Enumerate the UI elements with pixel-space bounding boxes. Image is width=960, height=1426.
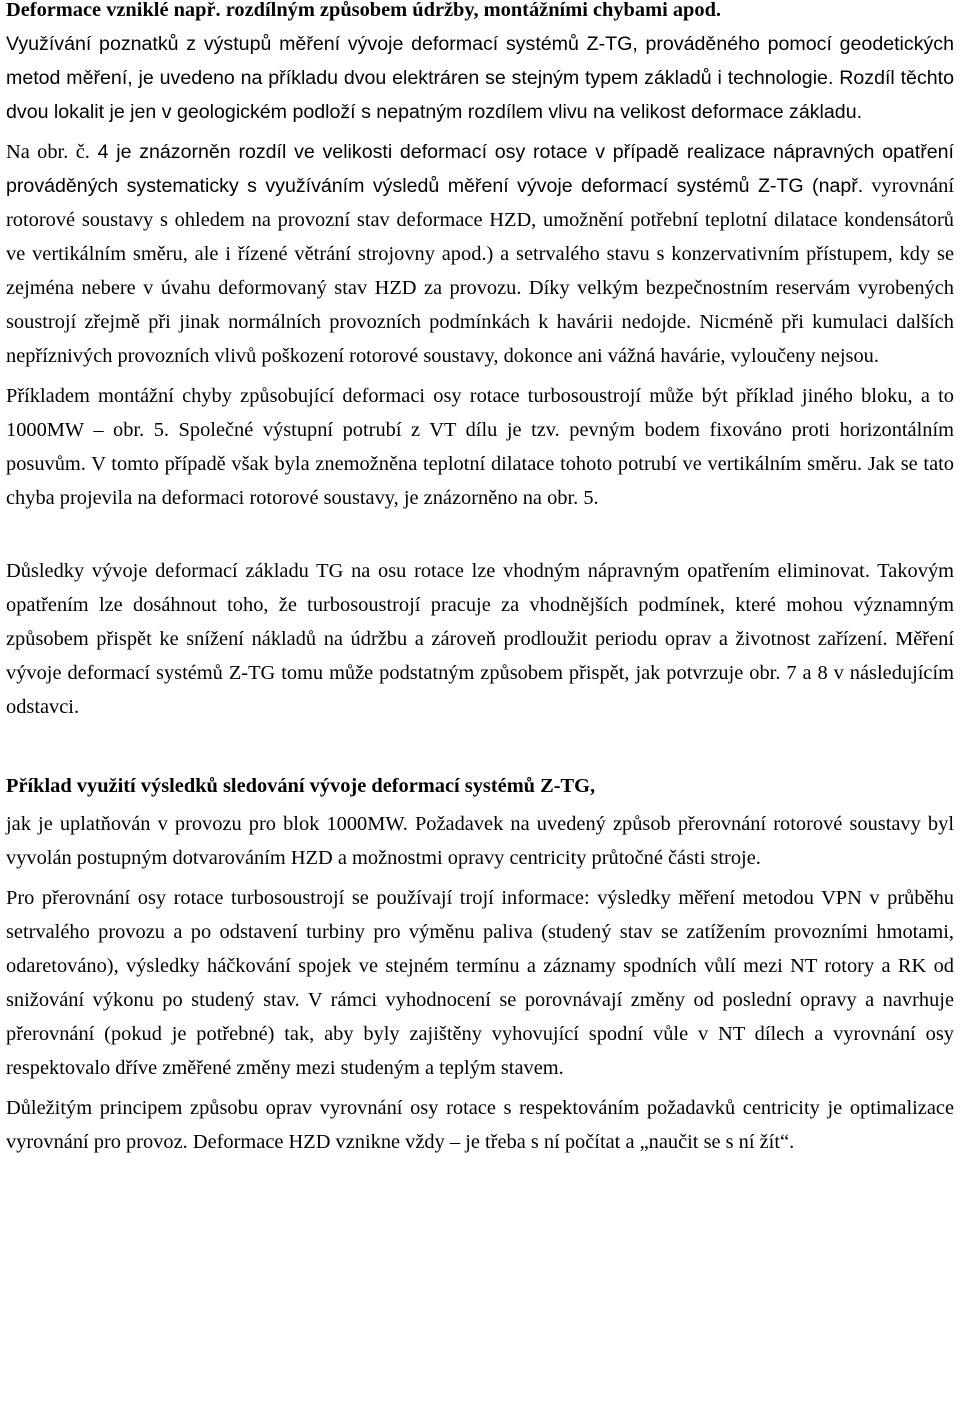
paragraph-application: jak je uplatňován v provozu pro blok 1000MW. Požadavek na uvedený způsob přerovnání rotorové soustavy byl vyvolán postupným dotvarováním HZD a možnostmi opravy centricity průtočné části stroje. [6, 813, 954, 869]
paragraph-text-sans: Využívání poznatků z výstupů měření vývoje deformací systémů Z-TG, prováděného pomocí geodetických metod měření, je uvedeno na příkladu dvou elektráren se stejným typem základů i technologie. [6, 33, 954, 89]
paragraph-assembly-error: Příkladem montážní chyby způsobující deformaci osy rotace turbosoustrojí může být příklad jiného bloku, a to 1000MW – obr. 5. Společné výstupní potrubí z VT dílu je tzv. pevným bodem fixováno proti horizontálním posuvům. V tomto případě však byla znemožněna teplotní dilatace tohoto potrubí ve vertikálním směru. Jak se tato chyba projevila na deformaci rotorové soustavy, je znázorněno na obr. 5. [6, 385, 954, 509]
paragraph-text-serif: Na obr. č. [6, 141, 90, 163]
paragraph-figure-4 [6, 135, 954, 373]
paragraph-principle: Důležitým principem způsobu oprav vyrovnání osy rotace s respektováním požadavků centricity je optimalizace vyrovnání pro provoz. Deformace HZD vznikne vždy – je třeba s ní počítat a „naučit se s ní žít“. [6, 1097, 954, 1153]
section-heading-deformations: Deformace vzniklé např. rozdílným způsobem údržby, montážními chybami apod. [6, 0, 722, 21]
paragraph-text-sans: 4 je znázorněn rozdíl ve velikosti deformací osy rotace v případě realizace nápravných opatření prováděných systematicky s využíváním výsledů měření vývoje deformací systémů Z-TG (např. [6, 141, 954, 197]
section-heading-example: Příklad využití výsledků sledování vývoje deformací systémů Z-TG, [6, 775, 596, 797]
paragraph-text-serif-b: vyrovnání rotorové soustavy s ohledem na provozní stav deformace HZD, umožnění potřební teplotní dilatace kondensátorů ve vertikálním směru, ale i řízené větrání strojovny apod.) a setrvalého stavu s konzervativním přístupem, kdy se zejména nebere v úvahu deformovaný stav HZD za provozu. Díky velkým bezpečnostním reservám vyrobených soustrojí zřejmě při jinak normálních provozních podmínkách k havárii nedojde. Nicméně při kumulaci dalších nepříznivých provozních vlivů poškození rotorové soustavy, dokonce ani vážná havárie, vyloučeny nejsou. [6, 175, 954, 367]
paragraph-text-sans-b: Rozdíl těchto dvou lokalit je jen v geologickém podloží s nepatným rozdílem vlivu na velikost deformace základu. [6, 67, 954, 123]
paragraph-measurement-usage [6, 27, 954, 129]
paragraph-consequences: Důsledky vývoje deformací základu TG na osu rotace lze vhodným nápravným opatřením eliminovat. Takovým opatřením lze dosáhnout toho, že turbosoustrojí pracuje za vhodnějších podmínek, které mohou významným způsobem přispět ke snížení nákladů na údržbu a zároveň prodloužit periodu oprav a životnost zařízení. Měření vývoje deformací systémů Z-TG tomu může podstatným způsobem přispět, jak potvrzuje obr. 7 a 8 v následujícím odstavci. [6, 560, 954, 718]
paragraph-realignment: Pro přerovnání osy rotace turbosoustrojí se používají trojí informace: výsledky měření metodou VPN v průběhu setrvalého provozu a po odstavení turbiny pro výměnu paliva (studený stav se zatížením provozními hmotami, odaretováno), výsledky háčkování spojek ve stejném termínu a záznamy spodních vůlí mezi NT rotory a RK od snižování výkonu po studený stav. V rámci vyhodnocení se porovnávají změny od poslední opravy a navrhuje přerovnání (pokud je potřebné) tak, aby byly zajištěny vyhovující spodní vůle v NT dílech a vyrovnání osy respektovalo dříve změřené změny mezi studeným a teplým stavem. [6, 887, 954, 1079]
